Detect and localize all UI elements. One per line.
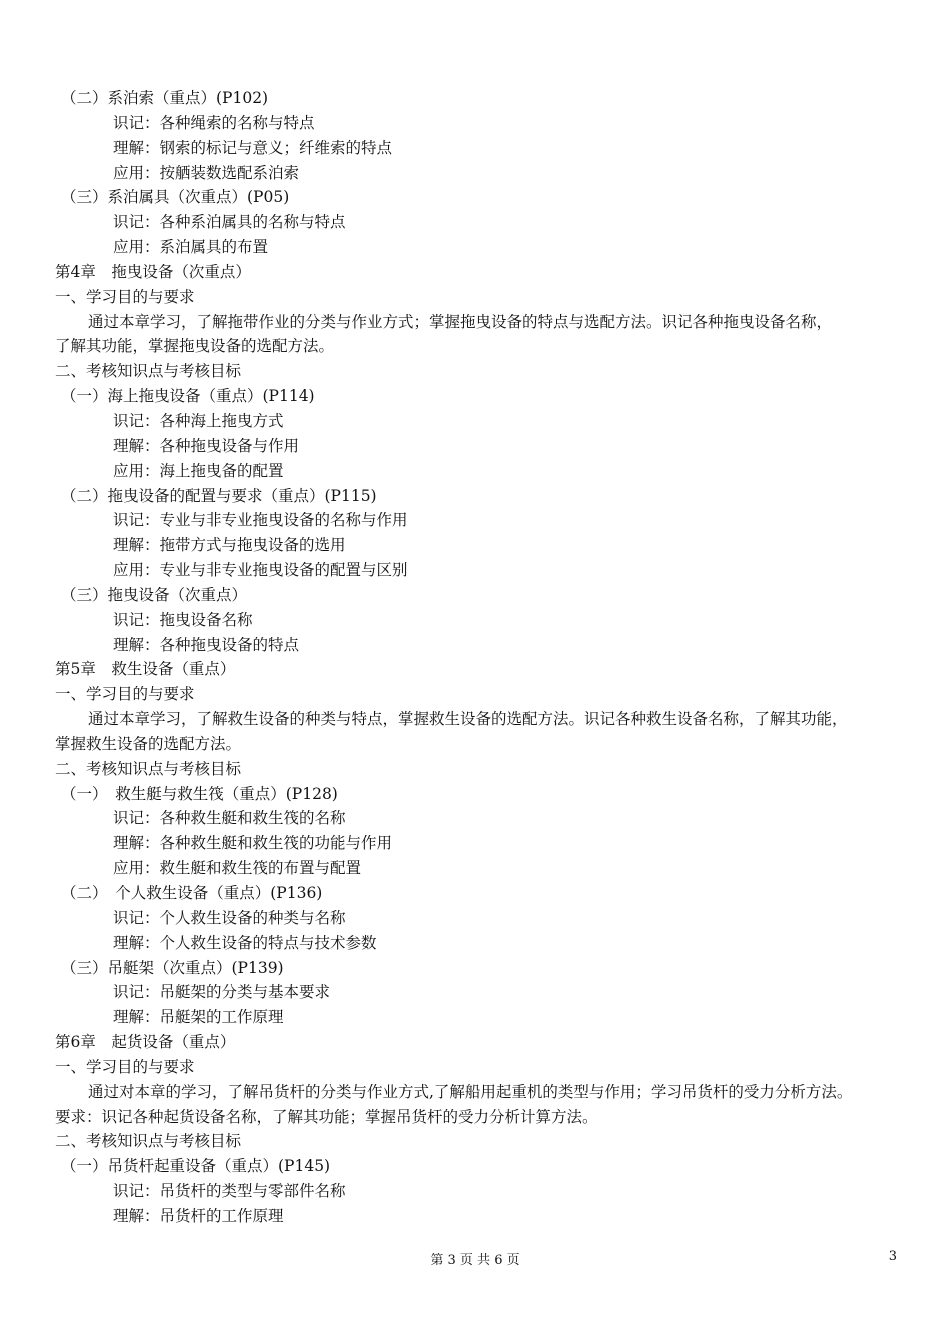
objective-item: 识记：各种救生艇和救生筏的名称: [113, 809, 346, 828]
objective-item: 识记：各种绳索的名称与特点: [113, 113, 315, 132]
section-heading: （二） 个人救生设备（重点）(P136): [61, 884, 323, 902]
text-line: 二、考核知识点与考核目标: [55, 759, 242, 778]
objective-item: 理解：吊货杆的工作原理: [113, 1206, 284, 1225]
text-line: 掌握救生设备的选配方法。: [55, 734, 242, 753]
text-line: 第6章 起货设备（重点）: [55, 1033, 236, 1052]
objective-item: 应用：专业与非专业拖曳设备的配置与区别: [113, 561, 408, 580]
objective-item: 理解：各种拖曳设备与作用: [113, 436, 300, 455]
text-line: 二、考核知识点与考核目标: [55, 1132, 242, 1151]
section-heading: （一）海上拖曳设备（重点）(P114): [61, 387, 315, 406]
section-heading: （二）系泊索（重点）(P102): [61, 89, 269, 107]
objective-item: 识记：吊艇架的分类与基本要求: [113, 983, 331, 1002]
section-heading: （一）吊货杆起重设备（重点）(P145): [61, 1157, 331, 1176]
page-number: 3: [888, 1249, 897, 1264]
section-heading: （三）吊艇架（次重点）(P139): [61, 958, 284, 977]
section-heading: （三）拖曳设备（次重点）: [61, 585, 248, 604]
page-footer: [0, 1249, 950, 1269]
objective-item: 识记：各种海上拖曳方式: [113, 411, 284, 430]
objective-item: 应用：按舾装数选配系泊索: [113, 163, 300, 182]
text-line: 要求：识记各种起货设备名称，了解其功能；掌握吊货杆的受力分析计算方法。: [55, 1107, 598, 1126]
objective-item: 识记：拖曳设备名称: [113, 610, 253, 629]
page-count-label: 第 3 页 共 6 页: [430, 1253, 520, 1268]
objective-item: 识记：专业与非专业拖曳设备的名称与作用: [113, 511, 408, 530]
paragraph-line: 通过对本章的学习，了解吊货杆的分类与作业方式,了解船用起重机的类型与作用；学习吊货杆的受力分析方法。: [88, 1082, 853, 1101]
objective-item: 应用：系泊属具的布置: [113, 238, 269, 257]
text-line: 一、学习目的与要求: [55, 685, 195, 704]
objective-item: 理解：各种拖曳设备的特点: [113, 635, 300, 654]
objective-item: 理解：钢索的标记与意义；纤维索的特点: [113, 138, 393, 157]
paragraph-line: 通过本章学习，了解拖带作业的分类与作业方式；掌握拖曳设备的特点与选配方法。识记各种拖曳设备名称，: [88, 312, 833, 331]
objective-item: 识记：各种系泊属具的名称与特点: [113, 213, 346, 232]
objective-item: 理解：个人救生设备的特点与技术参数: [113, 933, 377, 952]
text-line: 一、学习目的与要求: [55, 287, 195, 306]
objective-item: 应用：救生艇和救生筏的布置与配置: [113, 859, 362, 878]
document-body: [55, 86, 905, 1229]
paragraph-line: 通过本章学习，了解救生设备的种类与特点，掌握救生设备的选配方法。识记各种救生设备名称，了解其功能，: [88, 710, 848, 729]
text-line: 二、考核知识点与考核目标: [55, 362, 242, 381]
text-line: 第5章 救生设备（重点）: [55, 660, 236, 679]
objective-item: 识记：吊货杆的类型与零部件名称: [113, 1182, 346, 1201]
objective-item: 识记：个人救生设备的种类与名称: [113, 908, 346, 927]
text-line: 一、学习目的与要求: [55, 1057, 195, 1076]
objective-item: 理解：拖带方式与拖曳设备的选用: [113, 536, 346, 555]
text-line: 第4章 拖曳设备（次重点）: [55, 262, 251, 281]
section-heading: （一） 救生艇与救生筏（重点）(P128): [61, 784, 338, 803]
objective-item: 应用：海上拖曳备的配置: [113, 461, 284, 480]
objective-item: 理解：吊艇架的工作原理: [113, 1008, 284, 1027]
section-heading: （三）系泊属具（次重点）(P05): [61, 188, 290, 207]
section-heading: （二）拖曳设备的配置与要求（重点）(P115): [61, 486, 377, 505]
objective-item: 理解：各种救生艇和救生筏的功能与作用: [113, 834, 393, 853]
text-line: 了解其功能，掌握拖曳设备的选配方法。: [55, 337, 335, 356]
